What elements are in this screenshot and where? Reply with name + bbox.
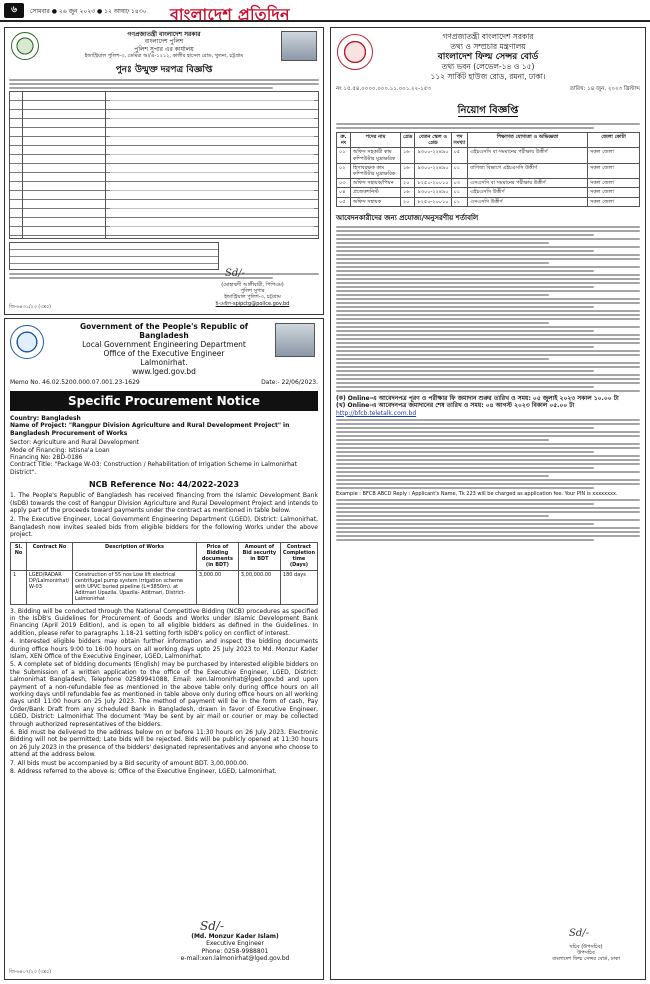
col-serial: ক্র. নং bbox=[337, 133, 351, 148]
cell-grade: ২০ bbox=[401, 179, 415, 188]
cell-serial: ০১ bbox=[337, 148, 351, 163]
cell-scale: ৮২৫০-২০০১০ bbox=[415, 197, 451, 206]
newspaper-masthead: বাংলাদেশ প্রতিদিন bbox=[170, 5, 290, 24]
signer-email[interactable]: e-mail:xen.lalmonirhat@lged.gov.bd bbox=[180, 955, 290, 963]
newspaper-header bbox=[0, 0, 650, 22]
conditions-a bbox=[336, 226, 640, 392]
signature: Sd/- bbox=[569, 928, 589, 939]
para-1: 1. The People's Republic of Bangladesh has received financing from the Islamic Development Bank (IsDB) towards the cost of Rangpur Division Agriculture and Rural Development Project and intends to apply part of the proceeds toward payments under the contract as mentioned in table below. bbox=[10, 492, 318, 515]
recruitment-notice bbox=[330, 27, 646, 980]
gov-title: গণপ্রজাতন্ত্রী বাংলাদেশ সরকার bbox=[127, 31, 201, 38]
col-qualification: শিক্ষাগত যোগ্যতা ও অভিজ্ঞতা bbox=[468, 133, 588, 148]
office-name: Office of the Executive Engineer bbox=[103, 349, 225, 358]
pm-photo bbox=[275, 323, 315, 357]
col-scale: বেতন স্কেল ও গ্রেড bbox=[415, 133, 451, 148]
signer-role: পুলিশ সুপার bbox=[240, 288, 265, 295]
memo-number: Memo No. 46.02.5200.000.07.001.23-1629 bbox=[10, 379, 140, 386]
cell-post: প্রজেকশনিস্ট bbox=[351, 188, 401, 197]
signer-name: সচিব (উপসচিব) bbox=[569, 944, 603, 950]
posts-table bbox=[336, 132, 640, 207]
signer-block bbox=[185, 282, 320, 307]
notice-date: তারিখ: ১৪ জুন, ২০২৩ খ্রিস্টাব্দ bbox=[569, 86, 640, 92]
page-number: ৬ bbox=[4, 3, 24, 18]
col-description: Description of Works bbox=[73, 542, 197, 570]
gov-title: Government of the People's Republic of Bangladesh bbox=[79, 322, 249, 340]
conditions-header: আবেদনকারীদের জন্য প্রযোজ্য/অনুসরণীয় শর্তাবলি bbox=[336, 213, 479, 222]
tender-schedule-table bbox=[9, 242, 219, 270]
application-website-link[interactable]: http://bfcb.teletalk.com.bd bbox=[336, 409, 417, 417]
cell-scale: ৯৩০০-২২৪৯০ bbox=[415, 188, 451, 197]
police-logo-icon bbox=[11, 32, 39, 60]
cell-count: ০১ bbox=[451, 188, 468, 197]
office-name: পুলিশ সুপার এর কার্যালয় bbox=[134, 45, 194, 53]
cell-scale: ৯৩০০-২২৪৯০ bbox=[415, 148, 451, 163]
col-grade: গ্রেড bbox=[401, 133, 415, 148]
table-row bbox=[337, 197, 640, 206]
cell-description: Construction of 55 nos Low lift electrical centrifugal pump system irrigation scheme with UPVC buried pipeline (L=3850m). at Aditmari Upazila. Upazila- Aditmari, District- Lalmonirhat bbox=[73, 570, 197, 604]
col-contract: Contract No bbox=[27, 542, 73, 570]
sector: Sector: Agriculture and Rural Development bbox=[10, 439, 140, 447]
cell-qualification: এইচএসসি বা সমমানের পরীক্ষায় উত্তীর্ণ bbox=[468, 148, 588, 163]
cell-post: অফিস সহায়ক/পিয়ন bbox=[351, 179, 401, 188]
cell-grade: ১৬ bbox=[401, 163, 415, 178]
signer-role: Executive Engineer bbox=[206, 940, 264, 948]
cell-post: অফিস সহকারী কাম কম্পিউটার মুদ্রাক্ষরিক bbox=[351, 148, 401, 163]
cell-serial: ০৫ bbox=[337, 197, 351, 206]
cell-sl: 1 bbox=[11, 570, 27, 604]
website-link[interactable]: www.lged.gov.bd bbox=[132, 367, 196, 376]
issue-date: সোমবার ● ২৬ জুন ২০২৩ ● ১২ আষাঢ় ১৪৩০ bbox=[30, 8, 147, 15]
para-6: 6. Bid must be delivered to the address below on or before 11:30 hours on 26 July 2023. Electronic Bidding will not be permitted; Late bids will be rejected. Bids will be publicly opened at 11:30 hours on 26 July 2023 in the presence of the bidders' designated representatives and anyone who choose to attend at the address below. bbox=[10, 729, 318, 759]
conditions-c bbox=[336, 499, 640, 541]
cell-security: 3,00,000.00 bbox=[238, 570, 280, 604]
lged-procurement-notice bbox=[4, 318, 324, 980]
office-address: ইন্ডাস্ট্রিয়াল পুলিশ-৩, ডেমিরা আ/এ-১২১২, কালীর হাসেল রোড, খুলনা, চট্টগ্রাম bbox=[84, 53, 244, 60]
gov-title: গণপ্রজাতন্ত্রী বাংলাদেশ সরকার bbox=[442, 32, 534, 41]
table-row bbox=[337, 148, 640, 163]
cell-post: অফিস সহায়ক bbox=[351, 197, 401, 206]
para-7: 7. All bids must be accompanied by a Bid security of amount BDT. 3,00,000.00. bbox=[10, 759, 249, 767]
notice-title: নিয়োগ বিজ্ঞপ্তি bbox=[457, 105, 519, 116]
country: Country: Bangladesh bbox=[10, 415, 81, 422]
lged-logo-icon bbox=[10, 325, 44, 359]
cell-grade: ১৬ bbox=[401, 148, 415, 163]
footer-code: জি-৬৪০৭/২৩ (৩x৫) bbox=[9, 970, 52, 975]
cell-count: ০৫ bbox=[451, 148, 468, 163]
cell-qualification: এইচএসসি উত্তীর্ণ bbox=[468, 188, 588, 197]
signer-office: বাংলাদেশ ফিল্ম সেন্সর বোর্ড, ঢাকা bbox=[552, 956, 620, 963]
cell-quota: সকল জেলা bbox=[588, 179, 640, 188]
financing-mode: Mode of Financing: Istisna'a Loan bbox=[10, 446, 110, 454]
cell-serial: ০৩ bbox=[337, 179, 351, 188]
financing-no: Financing No: 2BD-0186 bbox=[10, 454, 83, 462]
ncb-reference: NCB Reference No: 44/2022-2023 bbox=[88, 480, 240, 490]
col-post: পদের নাম bbox=[351, 133, 401, 148]
tender-table bbox=[9, 91, 319, 239]
dept-name: বাংলাদেশ পুলিশ bbox=[144, 38, 184, 46]
cell-serial: ০৪ bbox=[337, 188, 351, 197]
cell-qualification: এসএসসি বা সমমানের পরীক্ষায় উত্তীর্ণ bbox=[468, 179, 588, 188]
conditions-b bbox=[336, 419, 640, 489]
notice-intro bbox=[336, 123, 640, 129]
board-name: বাংলাদেশ ফিল্ম সেন্সর বোর্ড bbox=[437, 52, 539, 62]
cell-scale: ৮২৫০-২০০১০ bbox=[415, 179, 451, 188]
col-security: Amount of Bid security in BDT bbox=[238, 542, 280, 570]
online-start: (ক) Online-এ আবেদনপত্র পূরণ ও পরীক্ষার ফি জমাদান শুরুর তারিখ ও সময়: ০৫ জুলাই ২০২৩ সকাল ১০.০০ টা bbox=[336, 394, 619, 402]
cell-quota: সকল জেলা bbox=[588, 148, 640, 163]
cell-contract: LGED/RADAR DP/Lalmonirhat/ W-03 bbox=[27, 570, 73, 604]
notice-title: Specific Procurement Notice bbox=[10, 391, 318, 411]
dept-name: Local Government Engineering Department bbox=[82, 340, 246, 349]
col-sl: Sl. No bbox=[11, 542, 27, 570]
col-price: Price of Bidding documents (in BDT) bbox=[196, 542, 238, 570]
signer-role: উপসচিব bbox=[577, 950, 595, 957]
building: তথ্য ভবন (লেভেল-১৪ ও ১৫) bbox=[441, 62, 535, 71]
table-row bbox=[11, 570, 318, 604]
cell-qualification: বাণিজ্য বিভাগে এইচএসসি উত্তীর্ণ bbox=[468, 163, 588, 178]
signer-phone: Phone: 0258-9988801 bbox=[201, 947, 269, 955]
cell-qualification: এসএসসি উত্তীর্ণ bbox=[468, 197, 588, 206]
signature: Sd/- bbox=[225, 268, 245, 279]
signer-name: (মোহাম্মদী আলীবারী, পিপিএম) bbox=[221, 282, 284, 288]
signer-office: ইন্ডাস্ট্রিয়াল পুলিশ-৩, চট্টগ্রাম bbox=[224, 294, 281, 301]
col-count: পদ সংখ্যা bbox=[451, 133, 468, 148]
works-table bbox=[10, 542, 318, 605]
cell-count: ০১ bbox=[451, 163, 468, 178]
sms-example: Example : BFCB ABCD Reply : Applicant's Name, Tk 223 will be charged as application fee. Your PIN is xxxxxxxx. bbox=[336, 491, 618, 498]
cell-count: ০৩ bbox=[451, 179, 468, 188]
signature: Sd/- bbox=[200, 919, 224, 933]
para-3: 3. Bidding will be conducted through the National Competitive Bidding (NCB) procedures as specified in the IsDB's Guidelines for Procurement of Goods and Works under Islamic Development Bank Financing (April 2019 Edition), and is open to all eligible bidders as defined in the Guidelines. In addition, please refer to paragraphs 1.18-21 setting forth IsDB's policy on conflict of interest. bbox=[10, 607, 318, 637]
cell-quota: সকল জেলা bbox=[588, 188, 640, 197]
project-name: Name of Project: "Rangpur Division Agriculture and Rural Development Project" in Bangladesh Procurement of Works bbox=[10, 422, 290, 437]
pm-photo bbox=[281, 31, 317, 61]
cell-quota: সকল জেলা bbox=[588, 163, 640, 178]
signer-email[interactable]: ই-মেইল-spipctg@police.gov.bd bbox=[215, 300, 290, 307]
cell-grade: ১৬ bbox=[401, 188, 415, 197]
table-row bbox=[337, 163, 640, 178]
footer-code: জি-৬৪৩১/২৩ (৩x৫) bbox=[9, 305, 52, 310]
notice-terms bbox=[9, 273, 319, 279]
notice-intro bbox=[9, 79, 319, 89]
cell-serial: ০২ bbox=[337, 163, 351, 178]
para-4: 4. Interested eligible bidders may obtain further information and inspect the bidding documents during office hours 9:00 to 16:00 hours on all working days upto 25 July 2023 to Md. Monzur Kader Islam, XEN Office of the Executive Engineer, LGED, Lalmonirhat. bbox=[10, 638, 318, 660]
para-5: 5. A complete set of bidding documents (English) may be purchased by interested eligible bidders on the Submission of a written application to the office of the Executive Engineer, LGED, District: Lalmonirhat Bangladesh, Telephone 02589941088, Email: xen.lalmonirhat@lged.gov.bd and upon payment of a non-refundable fee as mentioned in the above table only during office hours on all working days until refundable fee as mentioned in table above only during office hours on all working days until 11:00 hours on 25 July 2023. The method of payment will be in the form of cash, Pay Order/Bank Draft from any scheduled Bank in Bangladesh, drawn in favor of Executive Engineer, LGED, District: Lalmonirhat The document 'May be sent by air mail or courier or may be collected through authorized representatives of the bidders. bbox=[10, 661, 318, 728]
office-place: Lalmonirhat. bbox=[140, 358, 188, 367]
contract-title: Contract Title: "Package W-03: Construction / Rehabilitation of Irrigation Scheme in Lalmonirhat District". bbox=[10, 461, 297, 476]
memo-number: নং ১৫.৫৪.০০০০.০০০.১১.০০১.২২-১৫৩ bbox=[336, 86, 431, 92]
signer-name: (Md. Monzur Kader Islam) bbox=[191, 933, 279, 940]
cell-time: 180 days bbox=[280, 570, 317, 604]
cell-price: 3,000.00 bbox=[196, 570, 238, 604]
table-row bbox=[337, 188, 640, 197]
road-address: ১১২ সার্কিট হাউজ রোড, রমনা, ঢাকা। bbox=[430, 72, 546, 81]
gov-logo-icon bbox=[337, 34, 373, 70]
online-end: (খ) Online-এ আবেদনপত্র জমাদানের শেষ তারিখ ও সময়: ০৪ আগস্ট ২০২৩ বিকাল ০৫.০০ টা bbox=[336, 402, 575, 410]
ministry-name: তথ্য ও সম্প্রচার মন্ত্রণালয় bbox=[450, 42, 526, 51]
col-quota: জেলা কোটা bbox=[588, 133, 640, 148]
para-8: 8. Address referred to the above is: Office of the Executive Engineer, LGED, Lalmonirhat. bbox=[10, 768, 277, 776]
cell-count: ০১ bbox=[451, 197, 468, 206]
signer-block bbox=[155, 933, 315, 963]
signer-block bbox=[531, 944, 641, 963]
cell-quota: সকল জেলা bbox=[588, 197, 640, 206]
cell-post: হিসাবরক্ষক কাম কম্পিউটার মুদ্রাক্ষরিক bbox=[351, 163, 401, 178]
para-2: 2. The Executive Engineer, Local Government Engineering Department (LGED), District: Lalmonirhat, Bangladesh now invites sealed bids from eligible bidders for the following Works under the above project. bbox=[10, 516, 318, 539]
notice-title: পুনঃ উন্মুক্ত দরপত্র বিজ্ঞপ্তি bbox=[115, 65, 213, 76]
table-row bbox=[337, 179, 640, 188]
cell-scale: ৯৩০০-২২৪৯০ bbox=[415, 163, 451, 178]
notice-date: Date:- 22/06/2023. bbox=[261, 379, 318, 386]
police-tender-notice bbox=[4, 27, 324, 315]
cell-grade: ২০ bbox=[401, 197, 415, 206]
col-time: Contract Completion time (Days) bbox=[280, 542, 317, 570]
